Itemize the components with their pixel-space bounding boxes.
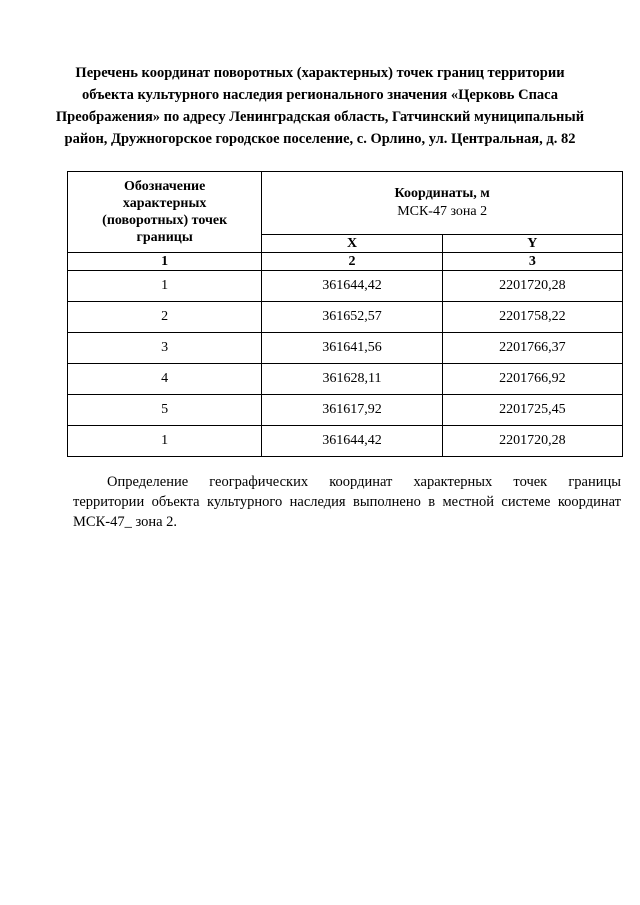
- table-row: [68, 426, 623, 457]
- note-line: Определение географических координат характерных точек границы: [107, 474, 621, 490]
- table-row: [68, 395, 623, 426]
- cell-point: 1: [68, 426, 262, 457]
- header-point-line: (поворотных) точек: [102, 213, 228, 228]
- cell-x: 361628,11: [262, 364, 442, 395]
- column-number: 3: [442, 253, 622, 271]
- header-point-line: характерных: [122, 196, 207, 211]
- cell-x: 361644,42: [262, 271, 442, 302]
- table-row: [68, 302, 623, 333]
- document-title: [40, 62, 600, 150]
- title-line: Преображения» по адресу Ленинградская область, Гатчинский муниципальный: [55, 109, 585, 125]
- cell-x: 361652,57: [262, 302, 442, 333]
- cell-y: 2201720,28: [442, 426, 622, 457]
- table-row: [68, 271, 623, 302]
- column-number: 1: [68, 253, 262, 271]
- cell-point: 5: [68, 395, 262, 426]
- cell-point: 1: [68, 271, 262, 302]
- title-line: Перечень координат поворотных (характерных) точек границ территории: [75, 65, 565, 81]
- header-x: X: [262, 235, 442, 253]
- coordinates-table: [67, 171, 623, 457]
- cell-x: 361644,42: [262, 426, 442, 457]
- cell-x: 361617,92: [262, 395, 442, 426]
- note-line: территории объекта культурного наследия выполнено в местной системе координат: [73, 494, 621, 510]
- table-row: [68, 364, 623, 395]
- header-point-line: Обозначение: [124, 179, 206, 194]
- note-paragraph: [73, 472, 621, 532]
- table-row: [68, 333, 623, 364]
- title-line: район, Дружногорское городское поселение, с. Орлино, ул. Центральная, д. 82: [64, 131, 576, 147]
- cell-point: 3: [68, 333, 262, 364]
- header-coordinates: [262, 172, 623, 235]
- header-point-designation: [68, 172, 262, 253]
- cell-point: 4: [68, 364, 262, 395]
- title-line: объекта культурного наследия регионального значения «Церковь Спаса: [81, 87, 559, 103]
- cell-point: 2: [68, 302, 262, 333]
- cell-y: 2201766,37: [442, 333, 622, 364]
- note-line: МСК-47_ зона 2.: [73, 514, 178, 530]
- cell-y: 2201766,92: [442, 364, 622, 395]
- cell-x: 361641,56: [262, 333, 442, 364]
- column-number: 2: [262, 253, 442, 271]
- cell-y: 2201758,22: [442, 302, 622, 333]
- header-point-line: границы: [136, 230, 193, 245]
- header-coordinates-system: МСК-47 зона 2: [397, 204, 488, 219]
- header-coordinates-title: Координаты, м: [394, 186, 490, 201]
- header-y: Y: [442, 235, 622, 253]
- cell-y: 2201725,45: [442, 395, 622, 426]
- cell-y: 2201720,28: [442, 271, 622, 302]
